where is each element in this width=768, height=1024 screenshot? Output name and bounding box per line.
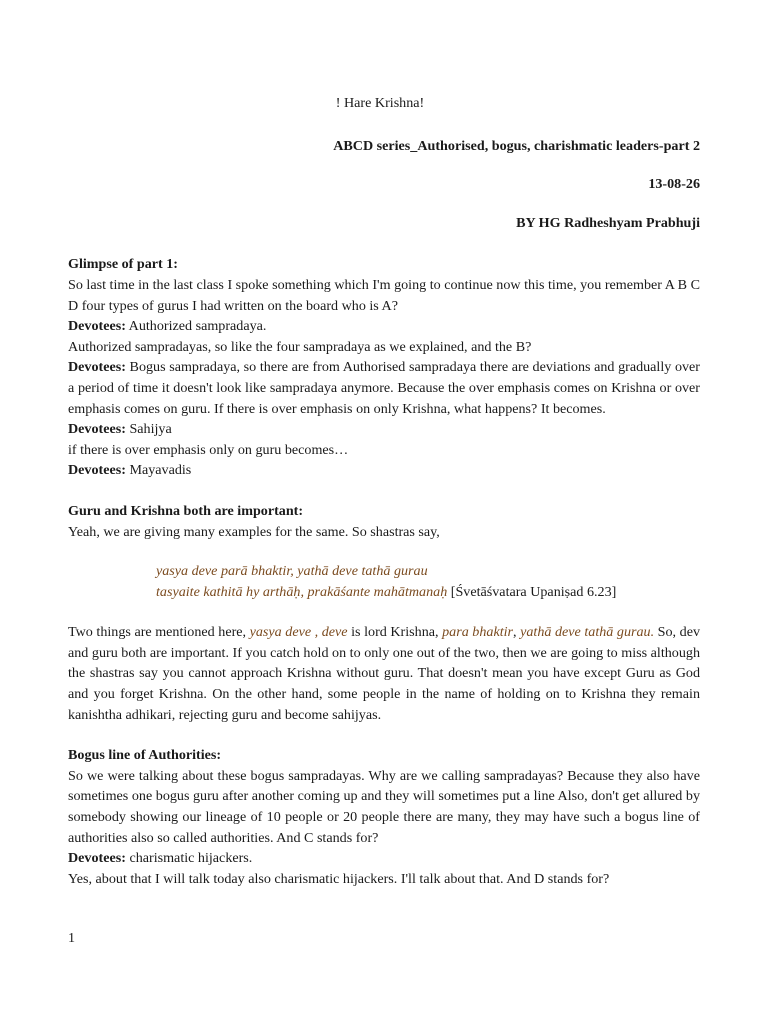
paragraph: Authorized sampradayas, so like the four sampradaya as we explained, and the B? xyxy=(68,338,532,355)
reply-text: Sahijya xyxy=(125,421,172,438)
devotees-reply xyxy=(68,357,700,419)
text-run: So, dev and guru both are important. If you catch hold on to only one out of the two, then we are going to miss although the shastras say you cannot approach Krishna without guru. That doesn't mean you have except Guru as God and you forget Krishna. On the other hand, some people in the name of holding on to Krishna they remain kanishtha adhikari, rejecting guru and become sahijyas. xyxy=(68,624,701,723)
verse-reference: [Śvetāśvatara Upaniṣad 6.23] xyxy=(447,583,617,600)
devotees-reply xyxy=(68,848,700,869)
text-run: Two things are mentioned here, xyxy=(68,624,250,641)
byline: BY HG Radheshyam Prabhuji xyxy=(516,214,700,231)
reply-text: Mayavadis xyxy=(125,462,192,479)
reply-text: Authorized sampradaya. xyxy=(125,318,267,335)
paragraph: So we were talking about these bogus sampradayas. Why are we calling sampradayas? Because they also have sometimes one bogus guru after another coming up and they will sometimes put a line Also, don't get allured by somebody showing our lineage of 10 people or 20 people there are many, they may have such a bogus line of authorities also so called authorities. And C stands for? xyxy=(68,767,700,846)
reply-text: charismatic hijackers. xyxy=(125,850,253,867)
sanskrit-term: para bhaktir xyxy=(442,624,514,641)
verse-text: tasyaite kathitā hy arthāḥ, prakāśante mahātmanaḥ xyxy=(156,583,448,600)
speaker-label: Devotees: xyxy=(68,318,126,335)
text-run: is lord Krishna, xyxy=(347,624,443,641)
document-date: 13-08-26 xyxy=(648,176,700,193)
paragraph: if there is over emphasis only on guru becomes… xyxy=(68,441,349,458)
verse-line: yasya deve parā bhaktir, yathā deve tathā gurau xyxy=(156,563,428,580)
paragraph: So last time in the last class I spoke something which I'm going to continue now this time, you remember A B C D four types of gurus I had written on the board who is A? xyxy=(68,276,700,314)
text-run: , xyxy=(513,624,521,641)
document-title: ABCD series_Authorised, bogus, charishmatic leaders-part 2 xyxy=(333,137,700,154)
devotees-reply xyxy=(68,460,700,481)
paragraph: Yes, about that I will talk today also charismatic hijackers. I'll talk about that. And D stands for? xyxy=(68,870,610,887)
speaker-label: Devotees: xyxy=(68,850,126,867)
paragraph xyxy=(68,622,700,725)
devotees-reply xyxy=(68,316,700,337)
sanskrit-term: yasya deve , deve xyxy=(249,624,348,641)
sanskrit-term: yathā deve tathā gurau. xyxy=(520,624,655,641)
greeting: ! Hare Krishna! xyxy=(335,95,425,111)
page-number: 1 xyxy=(68,930,76,946)
verse-line xyxy=(156,582,700,603)
reply-text: Bogus sampradaya, so there are from Authorised sampradaya there are deviations and gradually over a period of time it doesn't look like sampradaya anymore. Because the over emphasis comes on Krishna or over emphasis comes on guru. If there is over emphasis on only Krishna, what happens? It becomes. xyxy=(68,359,700,417)
section-heading-guru-krishna: Guru and Krishna both are important: xyxy=(68,502,304,519)
devotees-reply xyxy=(68,419,700,440)
speaker-label: Devotees: xyxy=(68,359,126,376)
paragraph: Yeah, we are giving many examples for the same. So shastras say, xyxy=(68,523,440,540)
speaker-label: Devotees: xyxy=(68,462,126,479)
document-body xyxy=(68,93,700,889)
speaker-label: Devotees: xyxy=(68,421,126,438)
sanskrit-verse xyxy=(156,561,700,602)
section-heading-bogus-line: Bogus line of Authorities: xyxy=(68,747,222,764)
section-heading-glimpse: Glimpse of part 1: xyxy=(68,256,178,273)
